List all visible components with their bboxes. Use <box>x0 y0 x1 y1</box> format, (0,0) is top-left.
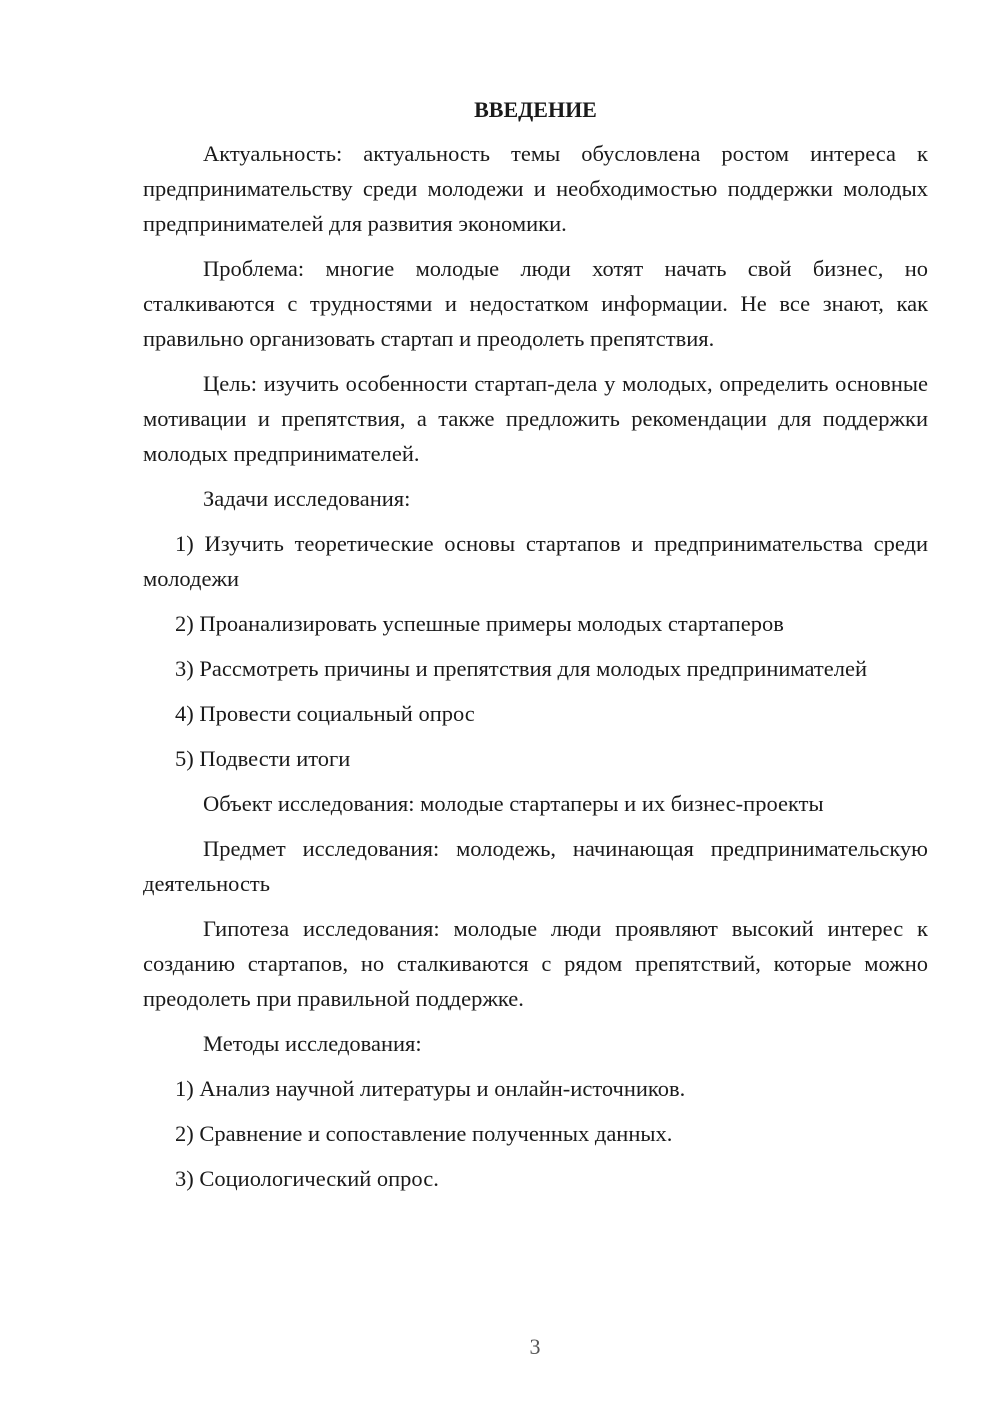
page-title: ВВЕДЕНИЕ <box>474 97 597 122</box>
task-item: 4) Провести социальный опрос <box>175 701 475 726</box>
method-item: 2) Сравнение и сопоставление полученных данных. <box>175 1121 673 1146</box>
goal-paragraph: Цель: изучить особенности стартап-дела у молодых, определить основные мотивации и препятствия, а также предложить рекомендации для поддержки молодых предпринимателей. <box>143 371 928 466</box>
task-item: 3) Рассмотреть причины и препятствия для молодых предпринимателей <box>175 656 867 681</box>
task-item: 1) Изучить теоретические основы стартапов и предпринимательства среди молодежи <box>143 531 928 591</box>
task-item: 2) Проанализировать успешные примеры молодых стартаперов <box>175 611 784 636</box>
document-page <box>143 92 928 1206</box>
subject-paragraph: Предмет исследования: молодежь, начинающая предпринимательскую деятельность <box>143 836 928 896</box>
relevance-paragraph: Актуальность: актуальность темы обусловлена ростом интереса к предпринимательству среди молодежи и необходимостью поддержки молодых предпринимателей для развития экономики. <box>143 141 928 236</box>
tasks-heading: Задачи исследования: <box>203 486 411 511</box>
hypothesis-paragraph: Гипотеза исследования: молодые люди проявляют высокий интерес к созданию стартапов, но сталкиваются с рядом препятствий, которые можно преодолеть при правильной поддержке. <box>143 916 928 1011</box>
task-item: 5) Подвести итоги <box>175 746 351 771</box>
problem-paragraph: Проблема: многие молодые люди хотят начать свой бизнес, но сталкиваются с трудностями и недостатком информации. Не все знают, как правильно организовать стартап и преодолеть препятствия. <box>143 256 928 351</box>
method-item: 1) Анализ научной литературы и онлайн-источников. <box>175 1076 686 1101</box>
method-item: 3) Социологический опрос. <box>175 1166 439 1191</box>
page-number: 3 <box>529 1334 541 1359</box>
methods-heading: Методы исследования: <box>203 1031 422 1056</box>
object-paragraph: Объект исследования: молодые стартаперы и их бизнес-проекты <box>203 791 824 816</box>
